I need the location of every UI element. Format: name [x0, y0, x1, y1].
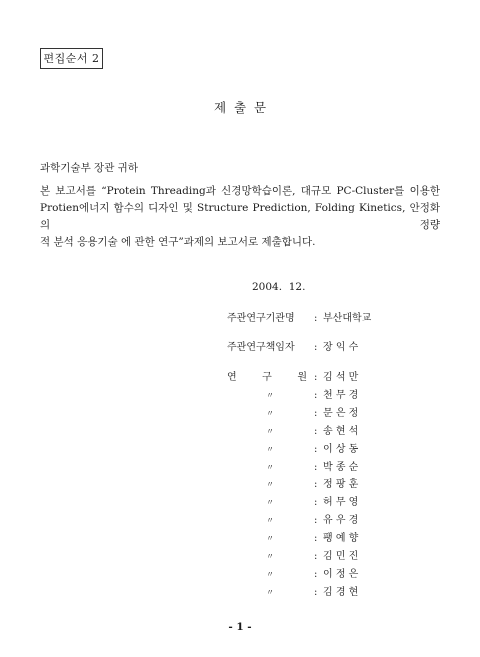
researcher-name: 이 상 동 — [323, 443, 359, 455]
ditto-mark: 〃 — [266, 516, 274, 526]
colon: : — [314, 425, 318, 437]
researcher-name: 김 민 진 — [323, 551, 359, 562]
researcher-name: 송 현 석 — [323, 425, 359, 437]
ditto-mark: 〃 — [266, 587, 274, 597]
page-number: - 1 - — [228, 621, 252, 633]
head-researcher-value: 장 익 수 — [323, 342, 359, 353]
submission-date: 2004. 12. — [252, 281, 306, 293]
ditto-mark: 〃 — [266, 534, 274, 544]
ditto-mark: 〃 — [266, 462, 274, 472]
colon: : — [314, 551, 318, 562]
institution-label: 주관연구기관명 — [227, 313, 295, 324]
colon: : — [314, 389, 318, 401]
colon: : — [314, 313, 318, 324]
researcher-label-char: 연 — [227, 372, 237, 383]
body-line-3: 적 분석 응용기술 에 관한 연구”과제의 보고서로 제출합니다. — [40, 236, 316, 248]
ditto-mark: 〃 — [266, 498, 274, 508]
researcher-label — [227, 370, 307, 386]
ditto-mark: 〃 — [266, 408, 274, 418]
ditto-mark: 〃 — [266, 426, 274, 436]
researcher-name: 천 무 경 — [323, 389, 359, 401]
colon: : — [314, 443, 318, 455]
researcher-name: 김 석 만 — [323, 372, 359, 383]
colon: : — [314, 497, 318, 509]
researcher-label-char: 구 — [262, 372, 272, 383]
researcher-name: 이 정 은 — [323, 568, 359, 580]
institution-value: 부산대학교 — [323, 313, 372, 324]
researcher-label-char: 원 — [297, 372, 307, 383]
recipient-line: 과학기술부 장관 귀하 — [40, 162, 138, 174]
colon: : — [314, 515, 318, 527]
researcher-name: 박 종 순 — [323, 461, 359, 473]
edit-order-tag: 편집순서 2 — [40, 48, 103, 69]
colon: : — [314, 568, 318, 580]
researcher-name: 김 경 현 — [323, 586, 359, 598]
researcher-name: 허 무 영 — [323, 497, 359, 509]
colon: : — [314, 407, 318, 419]
researcher-name: 팽 예 향 — [323, 533, 359, 545]
researcher-name: 문 은 정 — [323, 407, 359, 419]
document-title: 제 출 문 — [213, 100, 267, 115]
submission-body — [40, 183, 440, 251]
colon: : — [314, 479, 318, 491]
ditto-mark: 〃 — [266, 444, 274, 454]
ditto-mark: 〃 — [266, 390, 274, 400]
body-line-1: 본 보고서를 “Protein Threading과 신경망학습이론, 대규모 PC-Cluster를 이용한 — [40, 185, 440, 197]
body-line-2: Protien에너지 함수의 디자인 및 Structure Prediction, Folding Kinetics, 안정화의 정량 — [40, 202, 440, 231]
researcher-name: 정 팡 훈 — [323, 479, 359, 491]
colon: : — [314, 461, 318, 473]
researcher-name: 유 우 경 — [323, 515, 359, 527]
ditto-mark: 〃 — [266, 480, 274, 490]
colon: : — [314, 533, 318, 545]
colon: : — [314, 342, 318, 353]
colon: : — [314, 372, 318, 383]
ditto-mark: 〃 — [266, 569, 274, 579]
ditto-mark: 〃 — [266, 552, 274, 561]
colon: : — [314, 586, 318, 598]
head-researcher-label: 주관연구책임자 — [227, 342, 295, 353]
